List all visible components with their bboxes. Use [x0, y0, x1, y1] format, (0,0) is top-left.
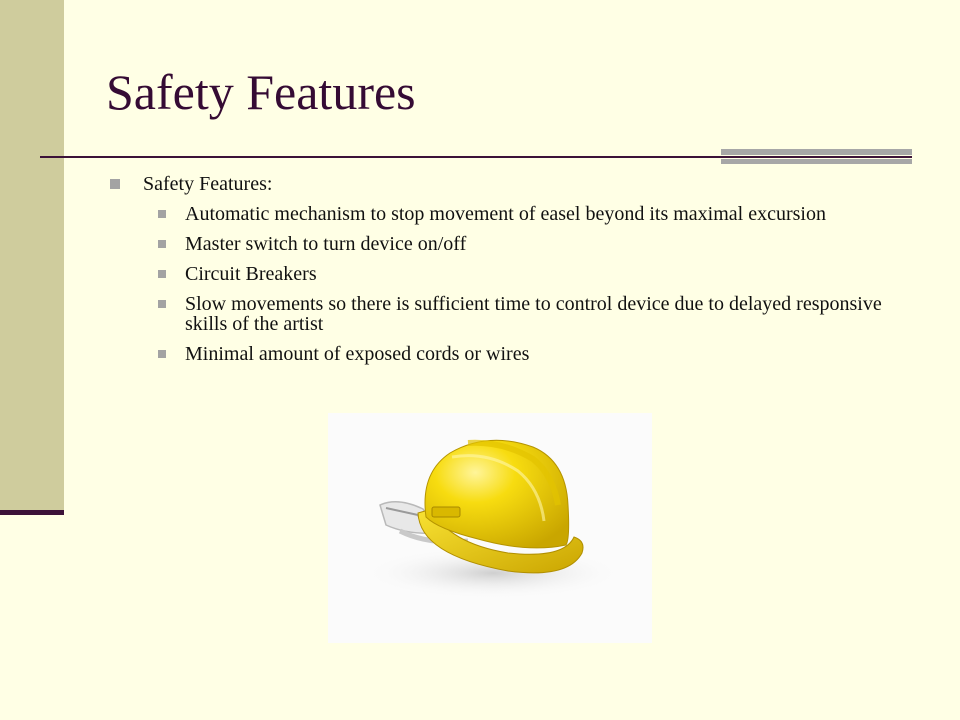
- slide-title: Safety Features: [106, 64, 416, 120]
- hard-hat-image: [328, 413, 652, 643]
- slide-body: [110, 172, 910, 374]
- title-divider-accent: [721, 149, 912, 165]
- sub-bullet-text: Circuit Breakers: [185, 263, 317, 285]
- sub-bullet-item: [110, 294, 910, 334]
- bullet-text: Safety Features:: [143, 173, 273, 195]
- sub-bullet-item: [110, 344, 910, 364]
- bullet-item: [110, 172, 910, 196]
- sub-bullet-text: Slow movements so there is sufficient time to control device due to delayed responsive skills of the artist: [185, 293, 882, 335]
- sub-bullet-item: [110, 204, 910, 224]
- sub-bullet-text: Automatic mechanism to stop movement of easel beyond its maximal excursion: [185, 203, 826, 225]
- sub-bullet-item: [110, 234, 910, 254]
- sub-bullet-text: Master switch to turn device on/off: [185, 233, 467, 255]
- hard-hat-icon: [328, 413, 652, 643]
- sidebar-accent-underline: [0, 510, 64, 515]
- sidebar-accent-bar: [0, 0, 64, 512]
- sub-bullet-text: Minimal amount of exposed cords or wires: [185, 343, 530, 365]
- bullet-list: [110, 172, 910, 364]
- sub-bullet-item: [110, 264, 910, 284]
